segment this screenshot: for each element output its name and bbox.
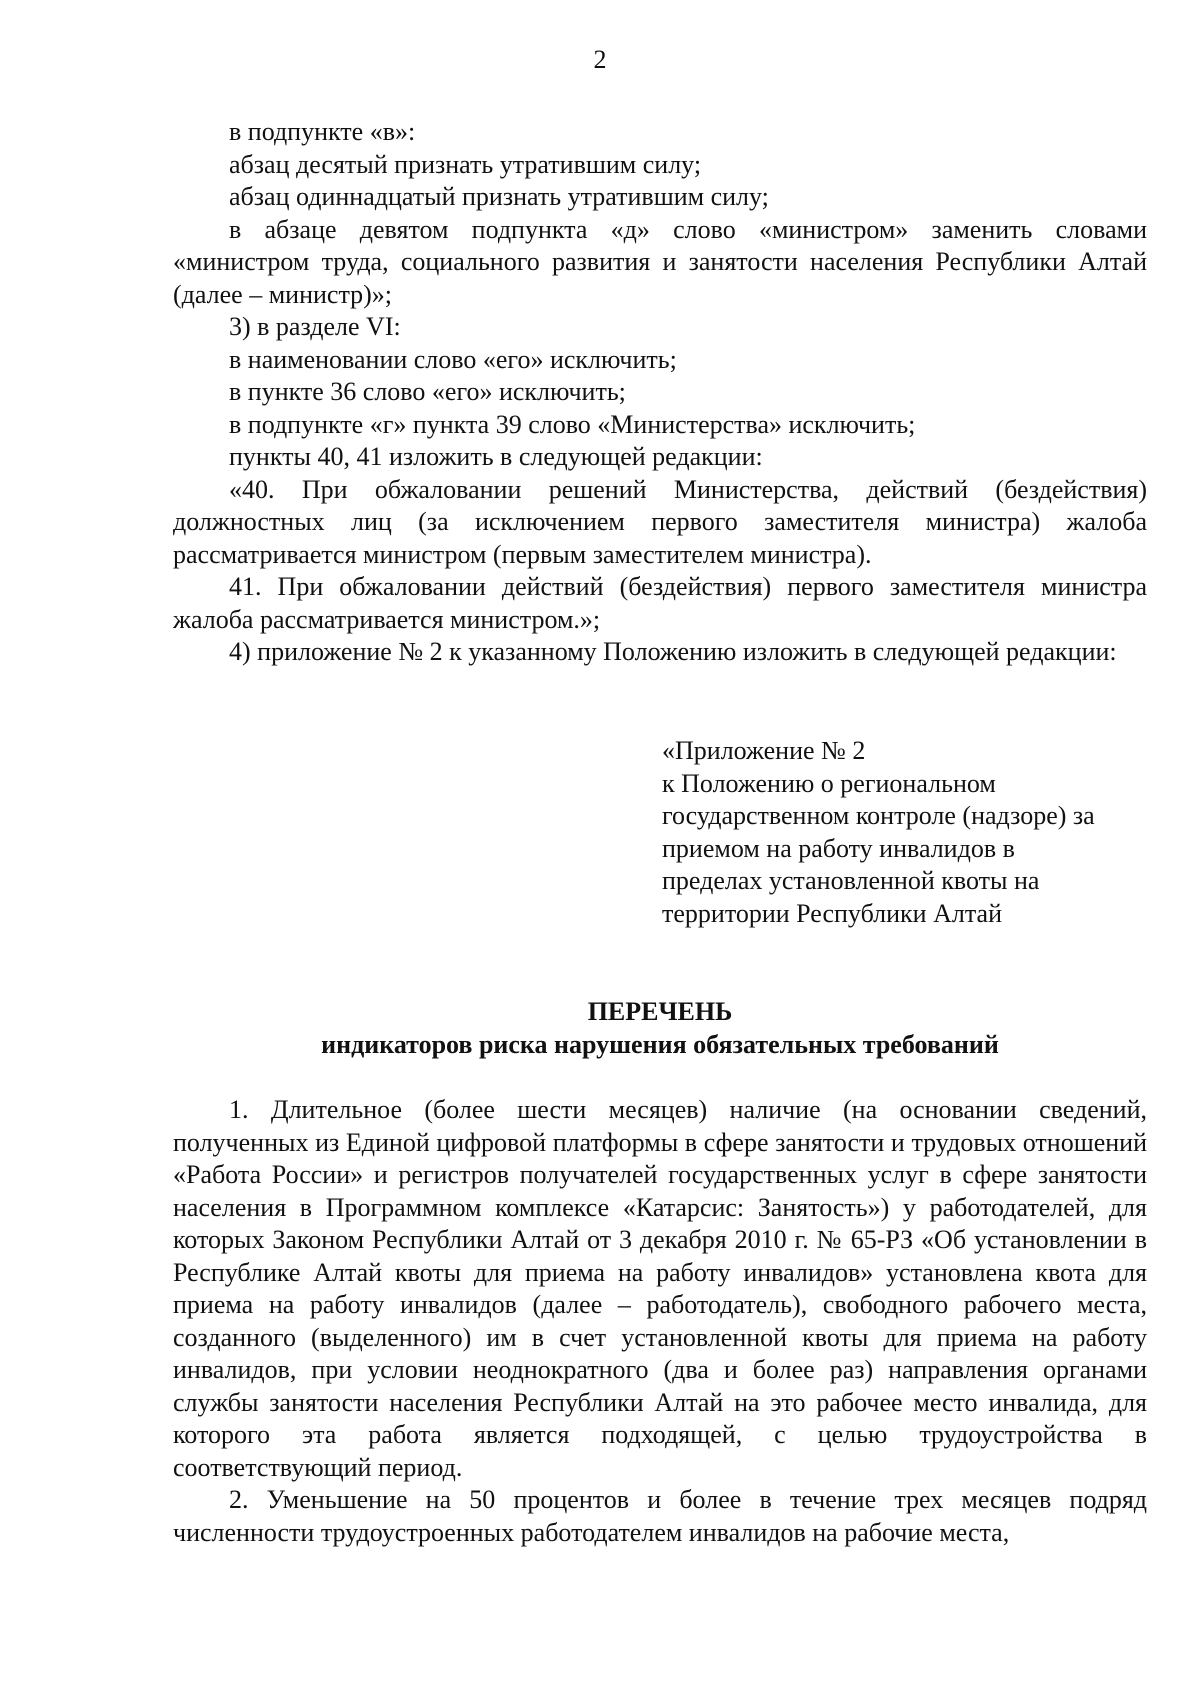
- indicators-section: [173, 1094, 1147, 1549]
- amendment-paragraph: «40. При обжаловании решений Министерства, действий (бездействия) должностных лиц (за исключением первого заместителя министра) жалоба рассматривается министром (первым заместителем министра).: [173, 474, 1147, 569]
- appendix-line: пределах установленной квоты на: [662, 866, 1040, 895]
- amendment-paragraph: 4) приложение № 2 к указанному Положению изложить в следующей редакции:: [229, 637, 1117, 666]
- appendix-line: приемом на работу инвалидов в: [662, 833, 1015, 863]
- amendment-paragraph: в пункте 36 слово «его» исключить;: [229, 377, 626, 406]
- amendment-paragraph: пункты 40, 41 изложить в следующей редакции:: [229, 442, 763, 471]
- indicator-paragraph: 2. Уменьшение на 50 процентов и более в течение трех месяцев подряд численности трудоустроенных работодателем инвалидов на рабочие места,: [173, 1485, 1147, 1547]
- amendment-paragraph: абзац десятый признать утратившим силу;: [229, 149, 702, 179]
- amendment-paragraph: 41. При обжаловании действий (бездействия) первого заместителя министра жалоба рассматривается министром.»;: [173, 572, 1147, 634]
- list-subtitle: индикаторов риска нарушения обязательных требований: [321, 1030, 999, 1059]
- amendment-paragraph: абзац одиннадцатый признать утратившим силу;: [229, 182, 769, 211]
- amendment-paragraph: в наименовании слово «его» исключить;: [229, 344, 677, 374]
- indicator-paragraph: 1. Длительное (более шести месяцев) наличие (на основании сведений, полученных из Единой цифровой платформы в сфере занятости и трудовых отношений «Работа России» и регистров получателей государственных услуг в сфере занятости населения в Программном комплексе «Катарсис: Занятость») у работодателей, для которых Законом Республики Алтай от 3 декабря 2010 г. № 65-РЗ «Об установлении в Республике Алтай квоты для приема на работу инвалидов» установлена квота для приема на работу инвалидов (далее – работодатель), свободного рабочего места, созданного (выделенного) им в счет установленной квоты для приема на работу инвалидов, при условии неоднократного (два и более раз) направления органами службы занятости населения Республики Алтай на это рабочее место инвалида, для которого эта работа является подходящей, с целью трудоустройства в соответствующий период.: [173, 1095, 1147, 1482]
- amendment-paragraph: в абзаце девятом подпункта «д» слово «министром» заменить словами «министром труда, социального развития и занятости населения Республики Алтай (далее – министр)»;: [173, 214, 1147, 309]
- appendix-reference: [662, 735, 1182, 930]
- appendix-line: к Положению о региональном: [662, 768, 996, 798]
- amendment-paragraph: 3) в разделе VI:: [229, 312, 401, 341]
- appendix-line: «Приложение № 2: [662, 736, 866, 765]
- amendment-paragraph: в подпункте «г» пункта 39 слово «Министерства» исключить;: [229, 409, 916, 439]
- appendix-line: государственном контроле (надзоре) за: [662, 801, 1095, 830]
- amendment-paragraph: в подпункте «в»:: [229, 117, 416, 146]
- appendix-line: территории Республики Алтай: [662, 898, 1002, 928]
- page-number: 2: [593, 45, 607, 74]
- amendments-section: [173, 116, 1147, 669]
- list-title: ПЕРЕЧЕНЬ: [587, 997, 733, 1026]
